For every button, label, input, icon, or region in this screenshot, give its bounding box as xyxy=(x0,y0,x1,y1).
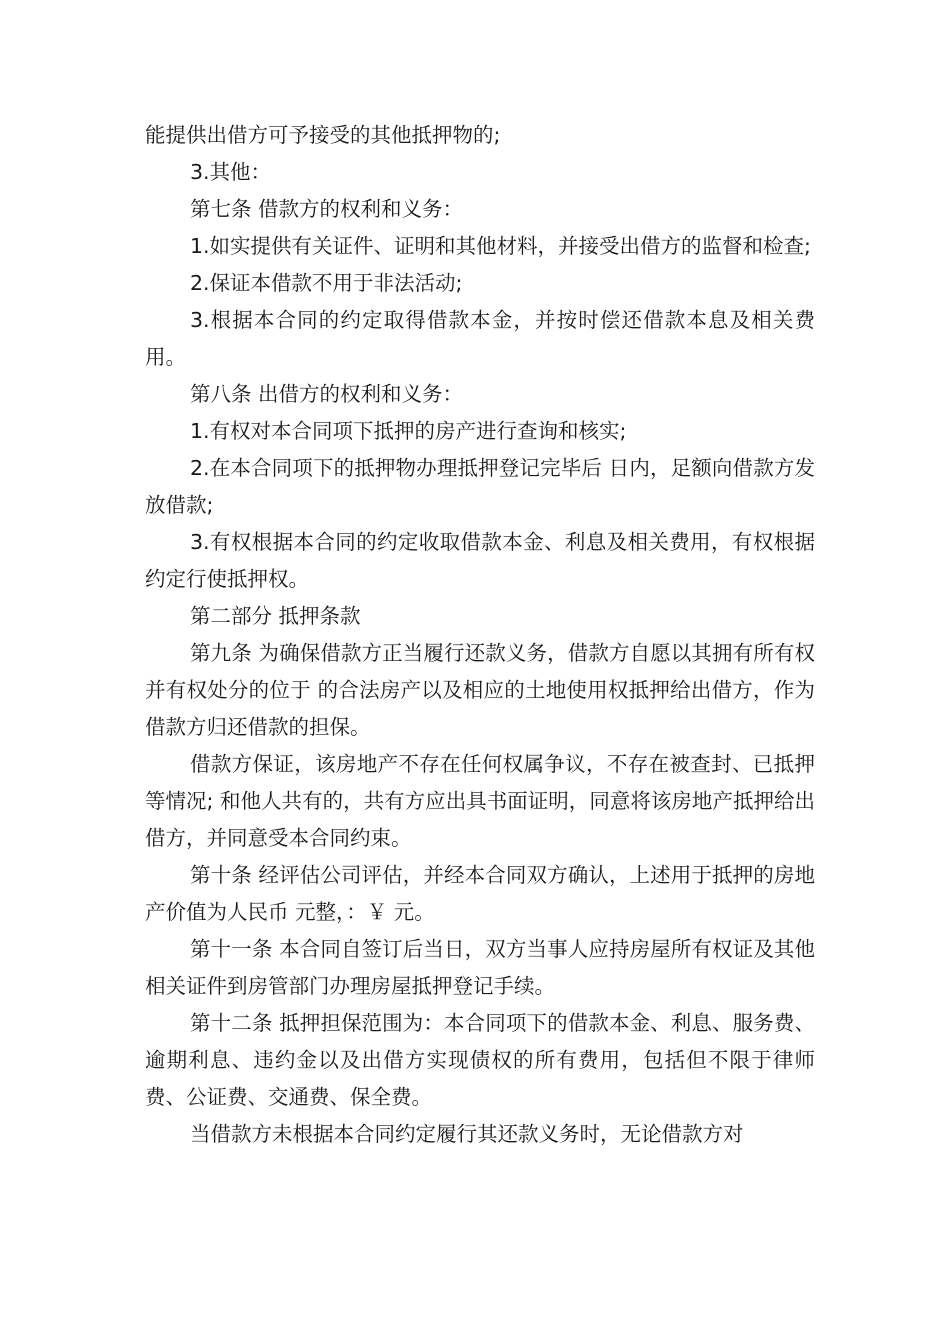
paragraph: 1.有权对本合同项下抵押的房产进行查询和核实; xyxy=(190,419,627,443)
paragraph: 第九条 为确保借款方正当履行还款义务，借款方自愿以其拥有所有权并有权处分的位于 的合法房产以及相应的土地使用权抵押给出借方，作为借款方归还借款的担保。 xyxy=(145,641,815,739)
paragraph: 第十一条 本合同自签订后当日，双方当事人应持房屋所有权证及其他相关证件到房管部门办理房屋抵押登记手续。 xyxy=(145,937,815,998)
paragraph: 2.在本合同项下的抵押物办理抵押登记完毕后 日内，足额向借款方发放借款; xyxy=(145,456,815,517)
section-heading: 第七条 借款方的权利和义务： xyxy=(190,197,464,221)
paragraph: 第十条 经评估公司评估，并经本合同双方确认，上述用于抵押的房地产价值为人民币 元整，：￥ 元。 xyxy=(145,863,815,924)
part-heading: 第二部分 抵押条款 xyxy=(190,604,361,628)
paragraph: 3.有权根据本合同的约定收取借款本金、利息及相关费用，有权根据约定行使抵押权。 xyxy=(145,530,815,591)
paragraph: 第十二条 抵押担保范围为：本合同项下的借款本金、利息、服务费、逾期利息、违约金以及出借方实现债权的所有费用，包括但不限于律师费、公证费、交通费、保全费。 xyxy=(145,1011,815,1109)
document-body xyxy=(145,117,815,1153)
section-heading: 第八条 出借方的权利和义务： xyxy=(190,382,464,406)
paragraph: 2.保证本借款不用于非法活动; xyxy=(190,271,463,295)
paragraph: 能提供出借方可予接受的其他抵押物的; xyxy=(145,123,501,147)
paragraph: 3.根据本合同的约定取得借款本金，并按时偿还借款本息及相关费用。 xyxy=(145,308,815,369)
paragraph: 3.其他： xyxy=(190,160,272,184)
paragraph: 当借款方未根据本合同约定履行其还款义务时，无论借款方对 xyxy=(190,1122,744,1146)
paragraph: 1.如实提供有关证件、证明和其他材料，并接受出借方的监督和检查; xyxy=(190,234,811,258)
paragraph: 借款方保证，该房地产不存在任何权属争议，不存在被查封、已抵押等情况; 和他人共有的，共有方应出具书面证明，同意将该房地产抵押给出借方，并同意受本合同约束。 xyxy=(145,752,815,850)
